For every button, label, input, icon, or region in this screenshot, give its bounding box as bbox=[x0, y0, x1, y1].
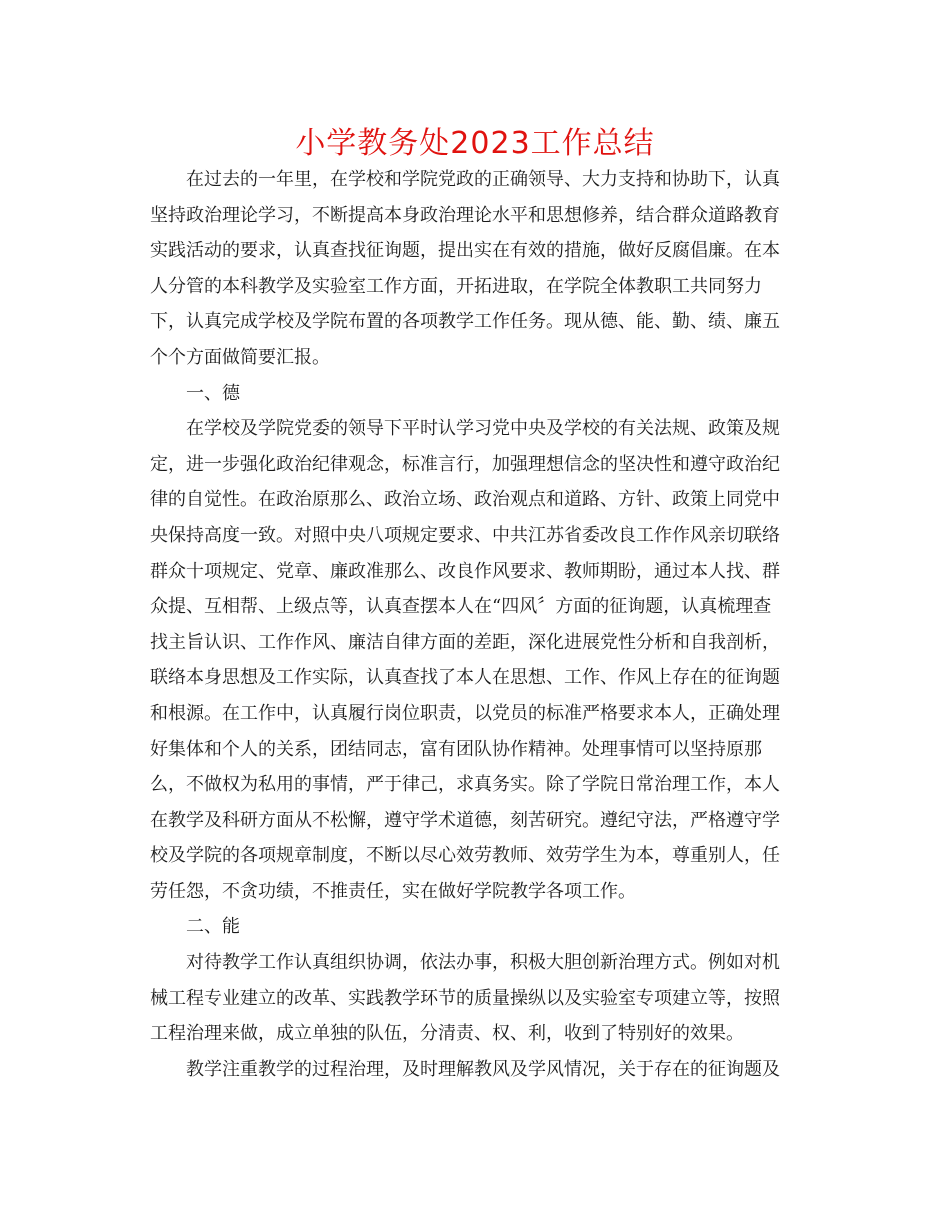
text-line: 对待教学工作认真组织协调，依法办事，积极大胆创新治理方式。例如对机 bbox=[186, 952, 780, 974]
text-line: 众提、互相帮、上级点等，认真查摆本人在“四风〞方面的征询题，认真梳理查 bbox=[150, 596, 772, 618]
text-line: 下，认真完成学校及学院布置的各项教学工作任务。现从德、能、勤、绩、廉五 bbox=[150, 311, 780, 333]
text-line: 坚持政治理论学习，不断提高本身政治理论水平和思想修养，结合群众道路教育 bbox=[150, 204, 780, 226]
text-line: 校及学院的各项规章制度，不断以尽心效劳教师、效劳学生为本，尊重别人，任 bbox=[150, 845, 780, 867]
text-line: 个个方面做简要汇报。 bbox=[150, 346, 330, 368]
text-line: 劳任怨，不贪功绩，不推责任，实在做好学院教学各项工作。 bbox=[150, 880, 636, 902]
text-line: 定，进一步强化政治纪律观念，标准言行，加强理想信念的坚决性和遵守政治纪 bbox=[150, 453, 780, 475]
text-line: 联络本身思想及工作实际，认真查找了本人在思想、工作、作风上存在的征询题 bbox=[150, 667, 780, 689]
text-line: 央保持高度一致。对照中央八项规定要求、中共江苏省委改良工作作风亲切联络 bbox=[150, 524, 780, 546]
text-line: 律的自觉性。在政治原那么、政治立场、政治观点和道路、方针、政策上同党中 bbox=[150, 489, 780, 511]
document-body bbox=[150, 162, 802, 1087]
text-line: 好集体和个人的关系，团结同志，富有团队协作精神。处理事情可以坚持原那 bbox=[150, 738, 762, 760]
text-line: 在教学及科研方面从不松懈，遵守学术道德，刻苦研究。遵纪守法，严格遵守学 bbox=[150, 809, 780, 831]
text-line: 人分管的本科教学及实验室工作方面，开拓进取，在学院全体教职工共同努力 bbox=[150, 275, 762, 297]
text-line: 群众十项规定、党章、廉政准那么、改良作风要求、教师期盼，通过本人找、群 bbox=[150, 560, 780, 582]
text-line: 在过去的一年里，在学校和学院党政的正确领导、大力支持和协助下，认真 bbox=[186, 169, 780, 190]
document-title: 小学教务处2023工作总结 bbox=[295, 126, 655, 161]
text-line: 教学注重教学的过程治理，及时理解教风及学风情况，关于存在的征询题及 bbox=[186, 1058, 780, 1080]
text-line: 一、德 bbox=[186, 382, 240, 404]
text-line: 械工程专业建立的改革、实践教学环节的质量操纵以及实验室专项建立等，按照 bbox=[150, 987, 780, 1009]
text-line: 工程治理来做，成立单独的队伍，分清责、权、利，收到了特别好的效果。 bbox=[150, 1023, 744, 1045]
text-line: 么，不做权为私用的事情，严于律己，求真务实。除了学院日常治理工作，本人 bbox=[150, 774, 780, 796]
text-line: 实践活动的要求，认真查找征询题，提出实在有效的措施，做好反腐倡廉。在本 bbox=[150, 240, 780, 262]
text-line: 在学校及学院党委的领导下平时认学习党中央及学校的有关法规、政策及规 bbox=[186, 418, 780, 440]
text-line: 二、能 bbox=[186, 916, 240, 938]
text-line: 和根源。在工作中，认真履行岗位职责，以党员的标准严格要求本人，正确处理 bbox=[150, 702, 780, 724]
text-line: 找主旨认识、工作作风、廉洁自律方面的差距，深化进展党性分析和自我剖析， bbox=[150, 631, 780, 653]
